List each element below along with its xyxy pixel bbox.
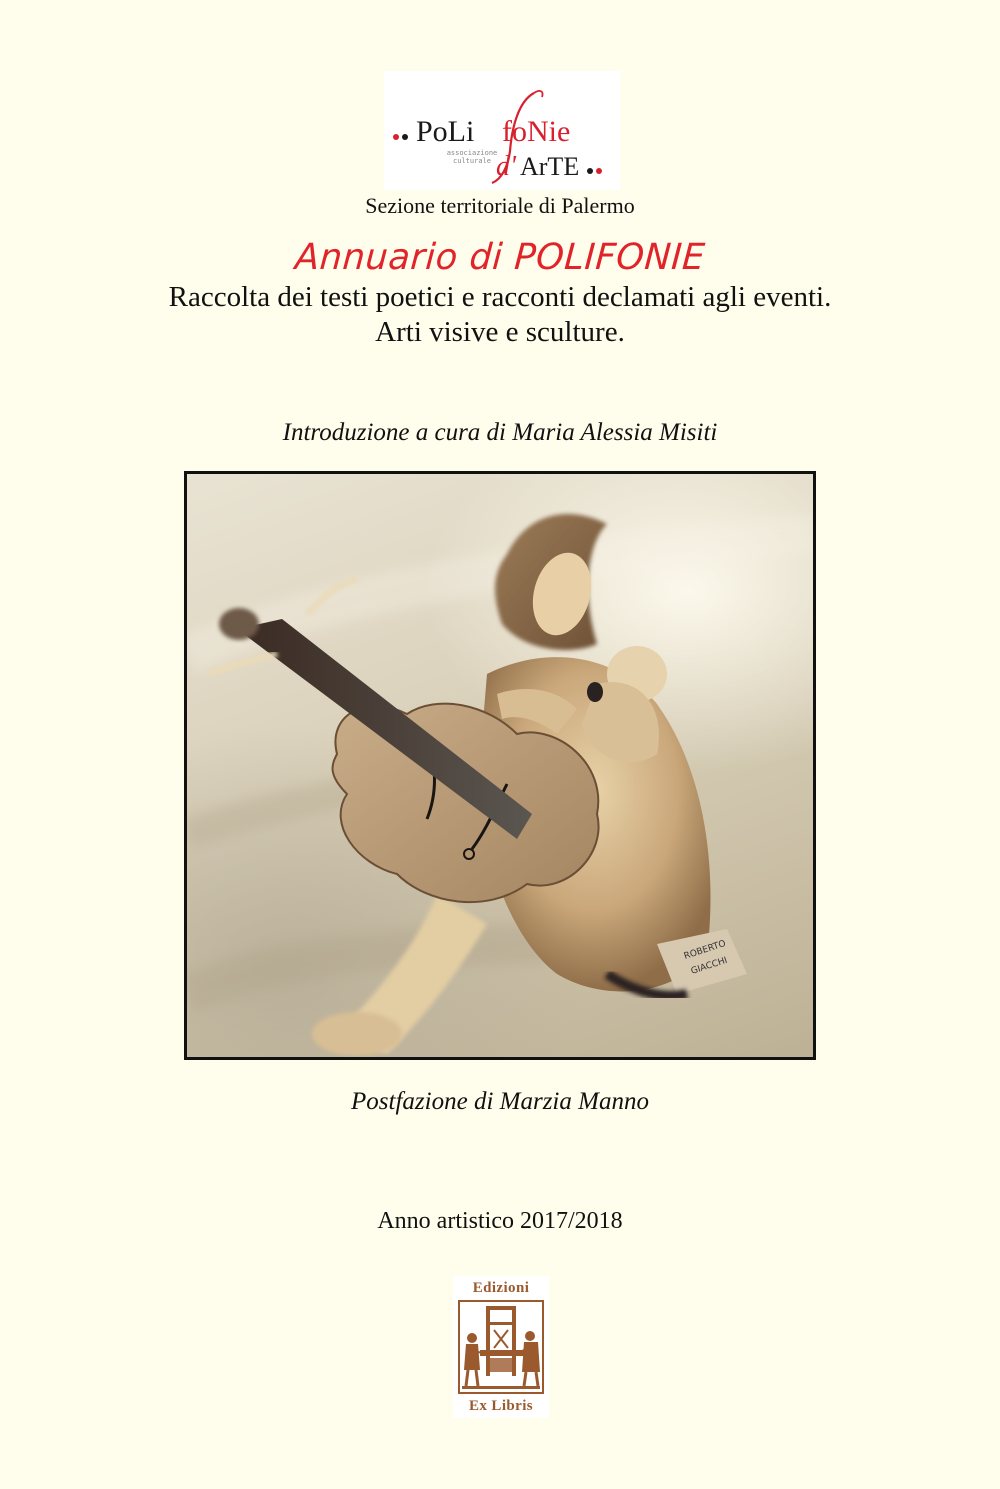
book-subtitle: [0, 280, 1000, 350]
sculptor-signature-1: ROBERTO: [682, 938, 728, 962]
subtitle-line-1: Raccolta dei testi poetici e racconti declamati agli eventi.: [168, 281, 832, 313]
logo-name-part1: PoLi: [416, 115, 475, 148]
logo-sub-part1: d': [496, 151, 516, 182]
logo-tagline-1: associazione: [446, 149, 498, 157]
cello-player-sculpture-image: [187, 474, 813, 1057]
book-title-text: Annuario di POLIFONIE: [293, 237, 707, 278]
logo-name-part2: foNie: [502, 115, 571, 148]
printing-press-woodcut-icon: [458, 1300, 544, 1394]
publisher-bottom-label: Ex Libris: [468, 1398, 534, 1414]
sculptor-signature-2: GIACCHI: [689, 955, 729, 977]
section-label: Sezione territoriale di Palermo: [365, 193, 635, 218]
logo-sub-part2: ArTE: [520, 152, 580, 181]
logo-tagline-2: culturale: [453, 157, 491, 165]
subtitle-line-2: Arti visive e sculture.: [375, 316, 625, 348]
introduction-credit: Introduzione a cura di Maria Alessia Misiti: [282, 419, 718, 446]
polifonie-logo-mark: [384, 71, 620, 190]
association-logo: [384, 71, 620, 190]
publisher-logo: [453, 1276, 549, 1418]
book-title: [0, 236, 1000, 280]
artistic-year: Anno artistico 2017/2018: [377, 1208, 623, 1234]
cover-photo: [184, 471, 816, 1060]
publisher-top-label: Edizioni: [472, 1280, 530, 1296]
afterword-credit: Postfazione di Marzia Manno: [351, 1088, 649, 1115]
